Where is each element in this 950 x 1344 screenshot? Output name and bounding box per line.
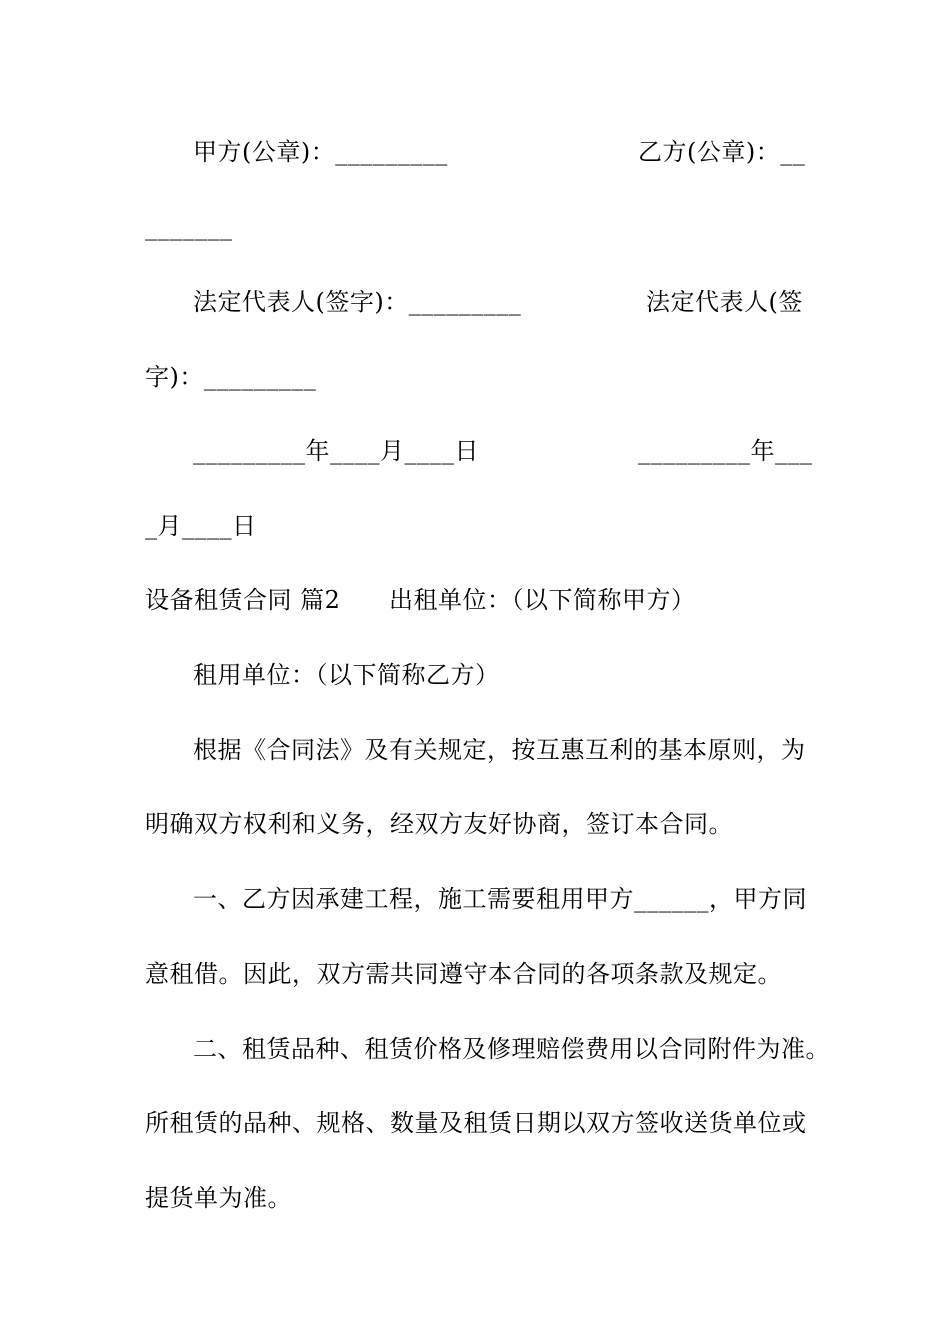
clause-1-line-1: 一、乙方因承建工程，施工需要租用甲方______，甲方同 xyxy=(193,885,807,913)
contract-title: 设备租赁合同 篇2 xyxy=(145,586,341,614)
party-a-representative-line: 法定代表人(签字)：_________ xyxy=(193,288,522,316)
party-b-representative-line-continued: 字)：_________ xyxy=(145,363,317,391)
clause-2-line-2: 所租赁的品种、规格、数量及租赁日期以双方签收送货单位或 xyxy=(145,1109,807,1137)
clause-2-line-1: 二、租赁品种、租赁价格及修理赔偿费用以合同附件为准。 xyxy=(193,1035,830,1063)
party-b-date-line-continued: _月____日 xyxy=(145,512,257,540)
preamble-line-2: 明确双方权利和义务，经双方友好协商，签订本合同。 xyxy=(145,810,733,838)
party-a-date-line: _________年____月____日 xyxy=(193,437,479,465)
party-b-seal-line-continued: _______ xyxy=(145,213,233,241)
party-b-seal-line: 乙方(公章)：__ xyxy=(638,138,806,166)
party-b-date-line: _________年___ xyxy=(638,437,813,465)
lessor-line: 出租单位：（以下简称甲方） xyxy=(389,586,696,614)
party-a-seal-line: 甲方(公章)：_________ xyxy=(193,138,448,166)
preamble-line-1: 根据《合同法》及有关规定，按互惠互利的基本原则，为 xyxy=(193,736,806,764)
clause-1-line-2: 意租借。因此，双方需共同遵守本合同的各项条款及规定。 xyxy=(145,960,782,988)
party-b-representative-line: 法定代表人(签 xyxy=(646,288,803,316)
lessee-line: 租用单位：（以下简称乙方） xyxy=(193,661,500,689)
clause-2-line-3: 提货单为准。 xyxy=(145,1184,292,1212)
